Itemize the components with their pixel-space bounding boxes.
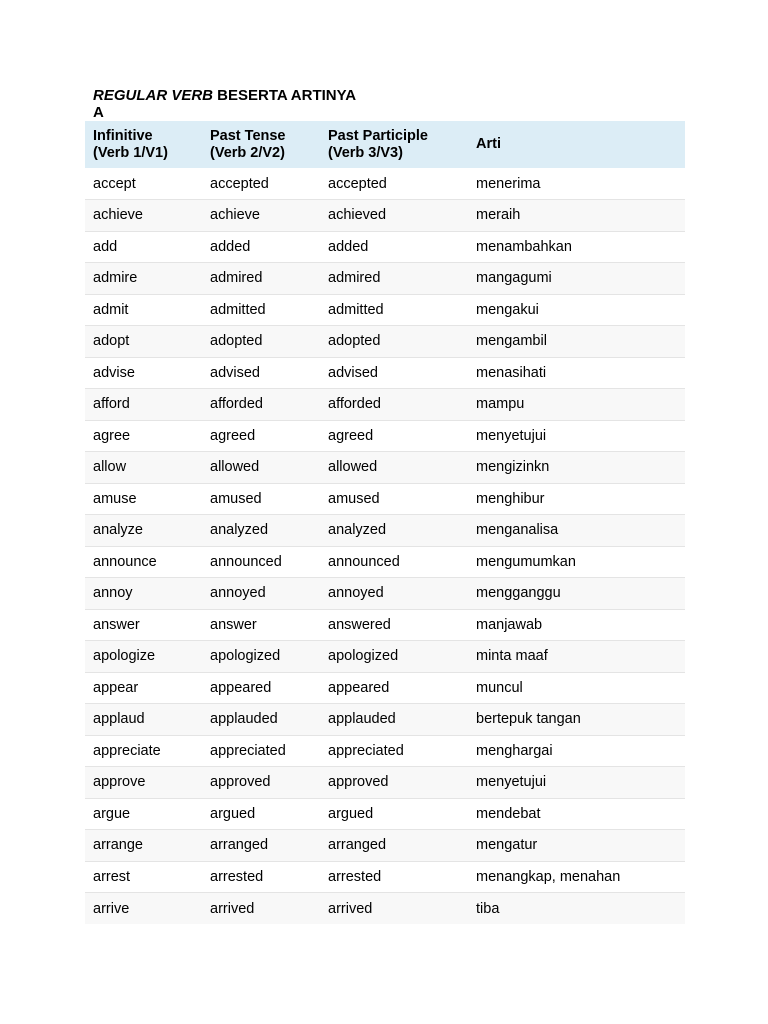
table-row <box>85 578 685 610</box>
table-row <box>85 893 685 925</box>
header-past-tense-line1: Past Tense <box>210 127 286 144</box>
past-tense-cell: achieve <box>210 207 260 224</box>
past-tense-cell: arrested <box>210 868 264 885</box>
table-row <box>85 200 685 232</box>
infinitive-cell: applaud <box>93 711 145 728</box>
table-row <box>85 672 685 704</box>
arti-cell: meraih <box>476 207 521 224</box>
table-row <box>85 641 685 673</box>
infinitive-cell: arrive <box>93 900 130 917</box>
arti-cell: mengatur <box>476 837 538 854</box>
past-tense-cell: adopted <box>210 333 263 350</box>
arti-cell: menghargai <box>476 742 553 759</box>
past-participle-cell: appreciated <box>328 742 404 759</box>
arti-cell: menganalisa <box>476 522 559 539</box>
infinitive-cell: allow <box>93 459 127 476</box>
past-participle-cell: advised <box>328 364 378 381</box>
table-row <box>85 420 685 452</box>
arti-cell: menyetujui <box>476 427 547 444</box>
header-past-participle-line1: Past Participle <box>328 127 428 144</box>
past-tense-cell: answer <box>210 616 257 633</box>
infinitive-cell: arrest <box>93 868 131 885</box>
table-row <box>85 326 685 358</box>
table-row <box>85 168 685 200</box>
arti-cell: menerima <box>476 175 541 192</box>
past-participle-cell: annoyed <box>328 585 384 602</box>
header-arti-line1: Arti <box>476 136 501 152</box>
arti-cell: mengizinkn <box>476 459 550 476</box>
table-row <box>85 515 685 547</box>
arti-cell: minta maaf <box>476 648 548 665</box>
arti-cell: mampu <box>476 396 525 413</box>
infinitive-cell: afford <box>93 396 130 413</box>
past-participle-cell: added <box>328 238 369 255</box>
past-tense-cell: apologized <box>210 648 281 665</box>
past-participle-cell: afforded <box>328 396 381 413</box>
past-participle-cell: allowed <box>328 459 378 476</box>
past-tense-cell: approved <box>210 774 271 791</box>
table-row <box>85 357 685 389</box>
infinitive-cell: add <box>93 238 118 255</box>
arti-cell: manjawab <box>476 616 543 633</box>
past-participle-cell: apologized <box>328 648 399 665</box>
table-row <box>85 704 685 736</box>
verb-table <box>85 121 685 924</box>
past-participle-cell: arranged <box>328 837 387 854</box>
section-letter: A <box>93 104 104 121</box>
arti-cell: menyetujui <box>476 774 547 791</box>
table-row <box>85 735 685 767</box>
past-tense-cell: afforded <box>210 396 263 413</box>
infinitive-cell: appear <box>93 679 139 696</box>
arti-cell: mendebat <box>476 805 541 822</box>
past-tense-cell: arrived <box>210 900 255 917</box>
table-row <box>85 389 685 421</box>
infinitive-cell: answer <box>93 616 140 633</box>
header-past-participle-line2: (Verb 3/V3) <box>328 144 403 161</box>
past-tense-cell: appeared <box>210 679 272 696</box>
title-rest-part: BESERTA ARTINYA <box>213 87 357 104</box>
past-tense-cell: advised <box>210 364 260 381</box>
past-participle-cell: admired <box>328 270 381 287</box>
infinitive-cell: argue <box>93 805 131 822</box>
arti-cell: mengganggu <box>476 585 561 602</box>
infinitive-cell: agree <box>93 427 131 444</box>
table-row <box>85 231 685 263</box>
infinitive-cell: achieve <box>93 207 143 224</box>
past-participle-cell: approved <box>328 774 389 791</box>
past-tense-cell: appreciated <box>210 742 286 759</box>
header-arti <box>468 121 685 168</box>
past-tense-cell: allowed <box>210 459 260 476</box>
past-participle-cell: answered <box>328 616 391 633</box>
past-tense-cell: agreed <box>210 427 256 444</box>
verb-table-header <box>85 121 685 168</box>
table-row <box>85 483 685 515</box>
past-tense-cell: amused <box>210 490 262 507</box>
table-row <box>85 861 685 893</box>
infinitive-cell: approve <box>93 774 146 791</box>
table-row <box>85 767 685 799</box>
infinitive-cell: announce <box>93 553 157 570</box>
header-past-tense-line2: (Verb 2/V2) <box>210 144 285 161</box>
past-participle-cell: agreed <box>328 427 374 444</box>
infinitive-cell: accept <box>93 175 136 192</box>
past-participle-cell: accepted <box>328 175 387 192</box>
header-infinitive-line2: (Verb 1/V1) <box>93 144 168 161</box>
infinitive-cell: adopt <box>93 333 130 350</box>
infinitive-cell: advise <box>93 364 135 381</box>
past-participle-cell: amused <box>328 490 380 507</box>
past-tense-cell: analyzed <box>210 522 269 539</box>
infinitive-cell: admit <box>93 301 129 318</box>
arti-cell: bertepuk tangan <box>476 711 581 728</box>
header-past-participle <box>320 121 468 168</box>
past-participle-cell: appeared <box>328 679 390 696</box>
past-tense-cell: added <box>210 238 251 255</box>
past-tense-cell: admitted <box>210 301 266 318</box>
infinitive-cell: arrange <box>93 837 143 854</box>
table-row <box>85 798 685 830</box>
table-row <box>85 294 685 326</box>
infinitive-cell: apologize <box>93 648 156 665</box>
past-tense-cell: admired <box>210 270 263 287</box>
past-tense-cell: arranged <box>210 837 269 854</box>
arti-cell: menghibur <box>476 490 545 507</box>
past-tense-cell: announced <box>210 553 282 570</box>
past-participle-cell: argued <box>328 805 374 822</box>
header-past-tense <box>202 121 320 168</box>
infinitive-cell: analyze <box>93 522 143 539</box>
arti-cell: mangagumi <box>476 270 552 287</box>
past-tense-cell: argued <box>210 805 256 822</box>
arti-cell: mengambil <box>476 333 547 350</box>
past-participle-cell: applauded <box>328 711 396 728</box>
infinitive-cell: annoy <box>93 585 133 602</box>
header-infinitive <box>85 121 202 168</box>
arti-cell: muncul <box>476 679 523 696</box>
table-row <box>85 830 685 862</box>
arti-cell: mengakui <box>476 301 539 318</box>
past-participle-cell: admitted <box>328 301 384 318</box>
past-tense-cell: applauded <box>210 711 278 728</box>
past-participle-cell: achieved <box>328 207 387 224</box>
title-italic-part: REGULAR VERB <box>93 87 214 104</box>
arti-cell: menambahkan <box>476 238 572 255</box>
past-participle-cell: arrested <box>328 868 382 885</box>
infinitive-cell: appreciate <box>93 742 161 759</box>
arti-cell: tiba <box>476 900 500 917</box>
arti-cell: menangkap, menahan <box>476 868 621 885</box>
past-tense-cell: accepted <box>210 175 269 192</box>
header-infinitive-line1: Infinitive <box>93 127 153 144</box>
arti-cell: menasihati <box>476 364 547 381</box>
table-row <box>85 452 685 484</box>
past-tense-cell: annoyed <box>210 585 266 602</box>
table-row <box>85 609 685 641</box>
past-participle-cell: adopted <box>328 333 381 350</box>
arti-cell: mengumumkan <box>476 553 576 570</box>
past-participle-cell: arrived <box>328 900 373 917</box>
table-row <box>85 263 685 295</box>
past-participle-cell: announced <box>328 553 400 570</box>
table-row <box>85 546 685 578</box>
infinitive-cell: amuse <box>93 490 137 507</box>
header-row <box>85 121 685 168</box>
document-title <box>93 86 356 105</box>
infinitive-cell: admire <box>93 270 138 287</box>
past-participle-cell: analyzed <box>328 522 387 539</box>
verb-table-body <box>85 168 685 924</box>
